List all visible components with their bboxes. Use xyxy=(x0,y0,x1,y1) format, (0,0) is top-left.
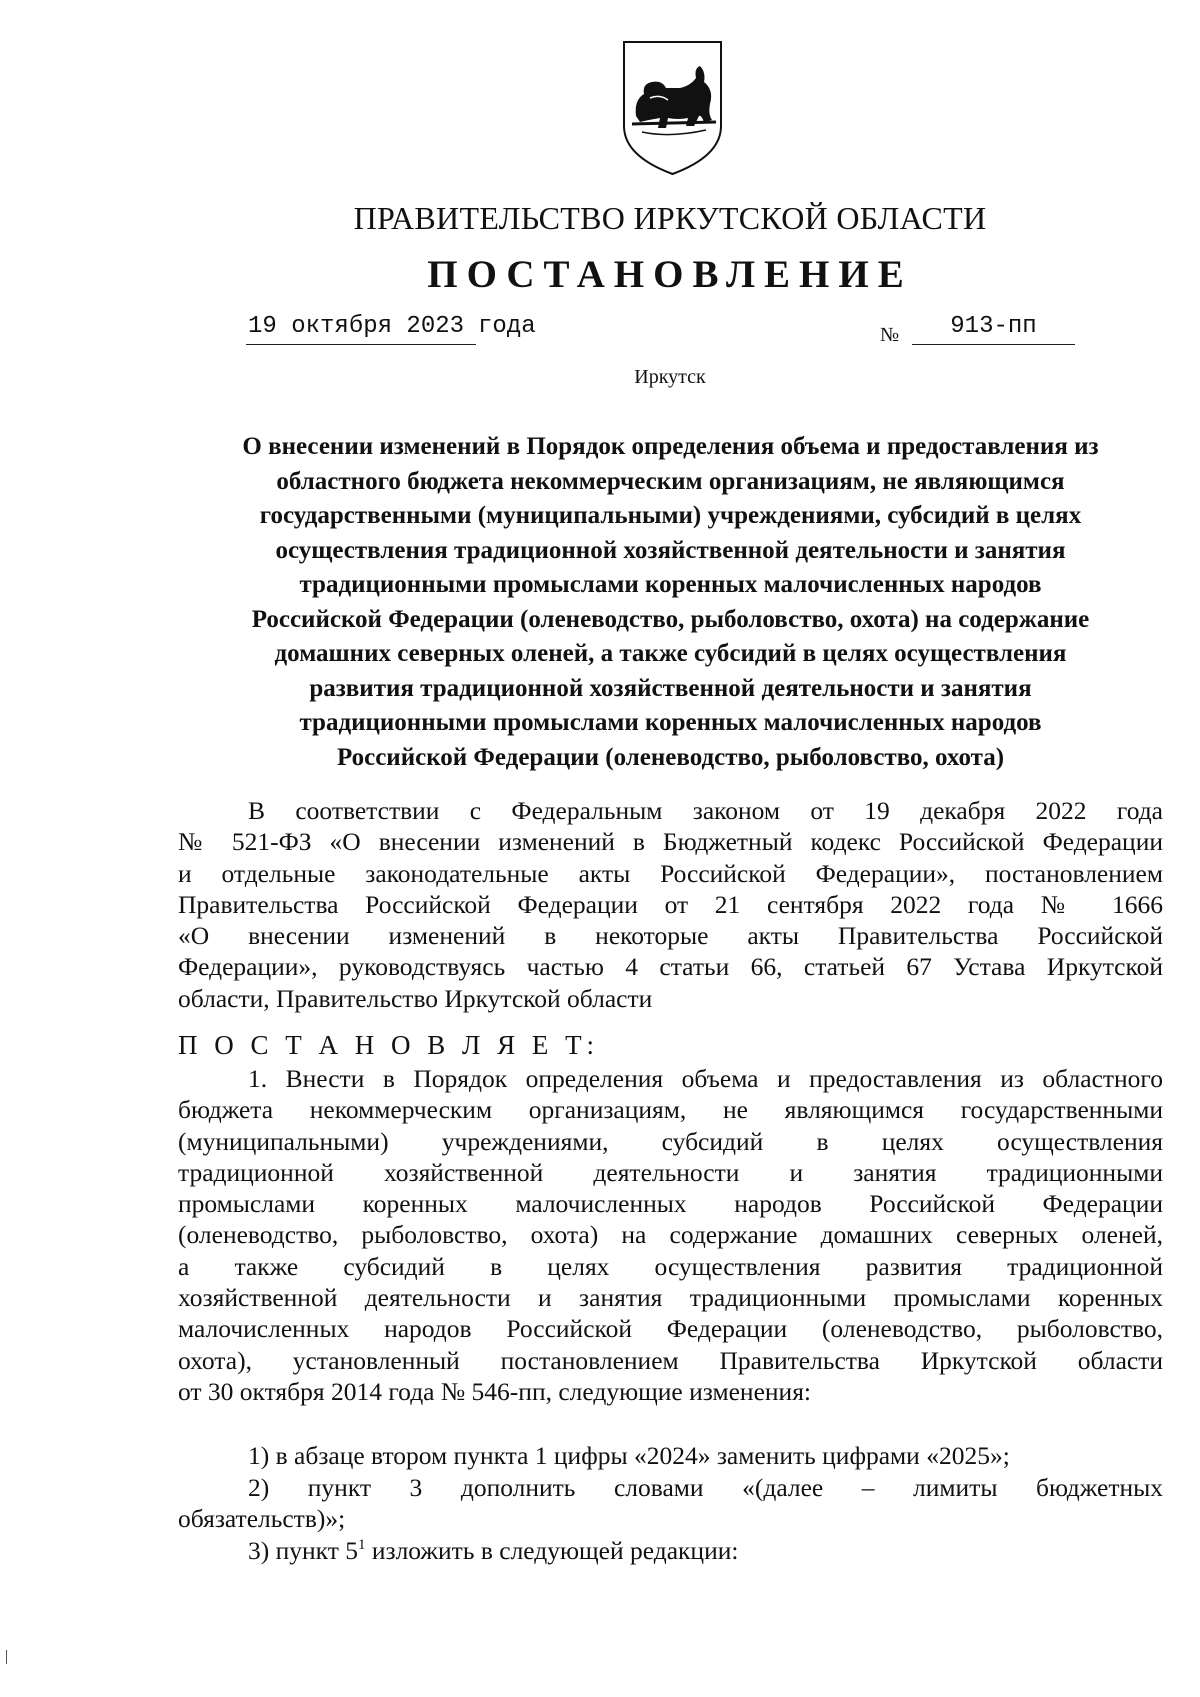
subitem-2 xyxy=(178,1472,1163,1535)
paragraph-line: а также субсидий в целях осуществления развития традиционной xyxy=(178,1251,1163,1281)
document-type: ПОСТАНОВЛЕНИЕ xyxy=(427,253,913,296)
paragraph-line: Федерации», руководствуясь частью 4 статьи 66, статьей 67 Устава Иркутской xyxy=(178,952,1163,982)
title-line: областного бюджета некоммерческим организациям, не являющимся xyxy=(276,467,1065,495)
document-date: 19 октября 2023 xyxy=(246,310,476,345)
title-line: Российской Федерации (оленеводство, рыболовство, охота) на содержание xyxy=(251,605,1090,633)
paragraph-line: (оленеводство, рыболовство, охота) на содержание домашних северных оленей, xyxy=(178,1220,1163,1250)
paragraph-line: охота), установленный постановлением Правительства Иркутской области xyxy=(178,1345,1163,1375)
paragraph-line: Правительства Российской Федерации от 21 сентября 2022 года № 1666 xyxy=(178,889,1163,919)
title-line: традиционными промыслами коренных малочисленных народов xyxy=(299,571,1042,598)
superscript: 1 xyxy=(357,1537,366,1553)
title-line: домашних северных оленей, а также субсидий в целях осуществления xyxy=(274,640,1067,667)
paragraph-line: 1. Внести в Порядок определения объема и предоставления из областного xyxy=(248,1064,1163,1093)
paragraph-line: В соответствии с Федеральным законом от 19 декабря 2022 года xyxy=(248,796,1163,825)
title-line: государственными (муниципальными) учреждениями, субсидий в целях xyxy=(259,502,1082,529)
subitem-1: 1) в абзаце втором пункта 1 цифры «2024» заменить цифрами «2025»; xyxy=(248,1441,1010,1470)
subitem-3-suffix: изложить в следующей редакции: xyxy=(365,1536,739,1565)
title-line: развития традиционной хозяйственной деятельности и занятия xyxy=(309,674,1032,702)
paragraph-line: 2) пункт 3 дополнить словами «(далее – лимиты бюджетных xyxy=(248,1473,1163,1502)
irkutsk-oblast-coat-of-arms-icon xyxy=(620,38,725,178)
paragraph-line: от 30 октября 2014 года № 546-пп, следующие изменения: xyxy=(178,1376,812,1406)
paragraph-line: промыслами коренных малочисленных народов Российской Федерации xyxy=(178,1189,1163,1219)
paragraph-line: традиционной хозяйственной деятельности и занятия традиционными xyxy=(178,1157,1163,1187)
title-line: Российской Федерации (оленеводство, рыболовство, охота) xyxy=(336,743,1005,771)
resolves-heading: П О С Т А Н О В Л Я Е Т: xyxy=(178,1030,600,1060)
item-1-paragraph xyxy=(178,1063,1163,1407)
title-line: традиционными промыслами коренных малочисленных народов xyxy=(299,709,1042,736)
paragraph-line: малочисленных народов Российской Федерации (оленеводство, рыболовство, xyxy=(178,1314,1163,1344)
paragraph-line: обязательств)»; xyxy=(178,1504,346,1534)
paragraph-line: бюджета некоммерческим организациям, не являющимся государственными xyxy=(178,1095,1163,1125)
paragraph-line: и отдельные законодательные акты Российской Федерации», постановлением xyxy=(178,858,1163,888)
document-title xyxy=(178,430,1163,775)
paragraph-line: (муниципальными) учреждениями, субсидий в целях осуществления xyxy=(178,1126,1163,1156)
paragraph-line: хозяйственной деятельности и занятия традиционными промыслами коренных xyxy=(178,1283,1163,1313)
document-number: 913-пп xyxy=(912,310,1075,345)
number-sign: № xyxy=(880,324,900,346)
scan-margin-mark xyxy=(6,1650,7,1664)
paragraph-line: области, Правительство Иркутской области xyxy=(178,983,653,1013)
organization-name: ПРАВИТЕЛЬСТВО ИРКУТСКОЙ ОБЛАСТИ xyxy=(353,200,987,236)
subitem-3 xyxy=(248,1535,738,1566)
paragraph-line: № 521-ФЗ «О внесении изменений в Бюджетный кодекс Российской Федерации xyxy=(178,827,1163,857)
title-line: осуществления традиционной хозяйственной деятельности и занятия xyxy=(275,536,1066,564)
document-city: Иркутск xyxy=(634,366,706,388)
title-line: О внесении изменений в Порядок определения объема и предоставления из xyxy=(242,433,1099,460)
document-date-suffix: года xyxy=(478,313,536,340)
preamble-paragraph xyxy=(178,795,1163,1014)
paragraph-line: «О внесении изменений в некоторые акты Правительства Российской xyxy=(178,921,1163,951)
subitem-3-prefix: 3) пункт 5 xyxy=(248,1536,358,1565)
